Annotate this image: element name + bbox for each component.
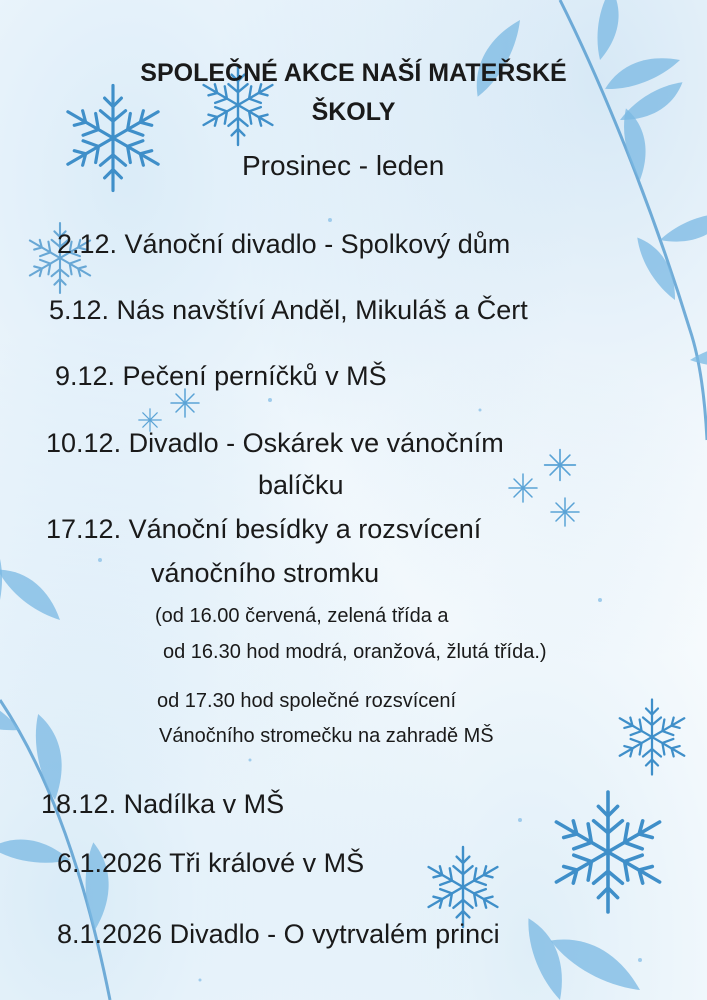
snowflake-icon [620, 700, 685, 775]
event-item: 9.12. Pečení perníčků v MŠ [55, 361, 387, 391]
event-note: od 16.30 hod modrá, oranžová, žlutá třída.) [163, 641, 547, 663]
event-item: 18.12. Nadílka v MŠ [41, 789, 285, 819]
sparkle-icon [545, 450, 576, 481]
poster-subtitle: Prosinec - leden [242, 150, 445, 181]
event-item: 5.12. Nás navštíví Anděl, Mikuláš a Čert [49, 295, 528, 325]
poster-title-line1: SPOLEČNÉ AKCE NAŠÍ MATEŘSKÉ [140, 59, 567, 87]
sparkle-icon [551, 498, 579, 526]
event-item: 17.12. Vánoční besídky a rozsvícení [46, 514, 482, 544]
snowflake-icon [556, 792, 659, 912]
event-item: 2.12. Vánoční divadlo - Spolkový dům [57, 229, 511, 259]
sparkle-icon [171, 389, 199, 417]
event-note: od 17.30 hod společné rozsvícení [157, 690, 457, 712]
event-item: 6.1.2026 Tři králové v MŠ [57, 848, 365, 878]
event-note: Vánočního stromečku na zahradě MŠ [159, 725, 494, 747]
poster-title-line2: ŠKOLY [311, 98, 396, 126]
event-item-continuation: balíčku [258, 470, 344, 500]
sparkle-icon [509, 474, 537, 502]
snowflake-icon [429, 847, 498, 927]
event-item: 10.12. Divadlo - Oskárek ve vánočním [46, 428, 504, 458]
event-item-continuation: vánočního stromku [151, 558, 380, 588]
event-note: (od 16.00 červená, zelená třída a [155, 605, 449, 627]
event-item: 8.1.2026 Divadlo - O vytrvalém princi [57, 919, 500, 949]
leaf-branch-icon [506, 918, 640, 1000]
